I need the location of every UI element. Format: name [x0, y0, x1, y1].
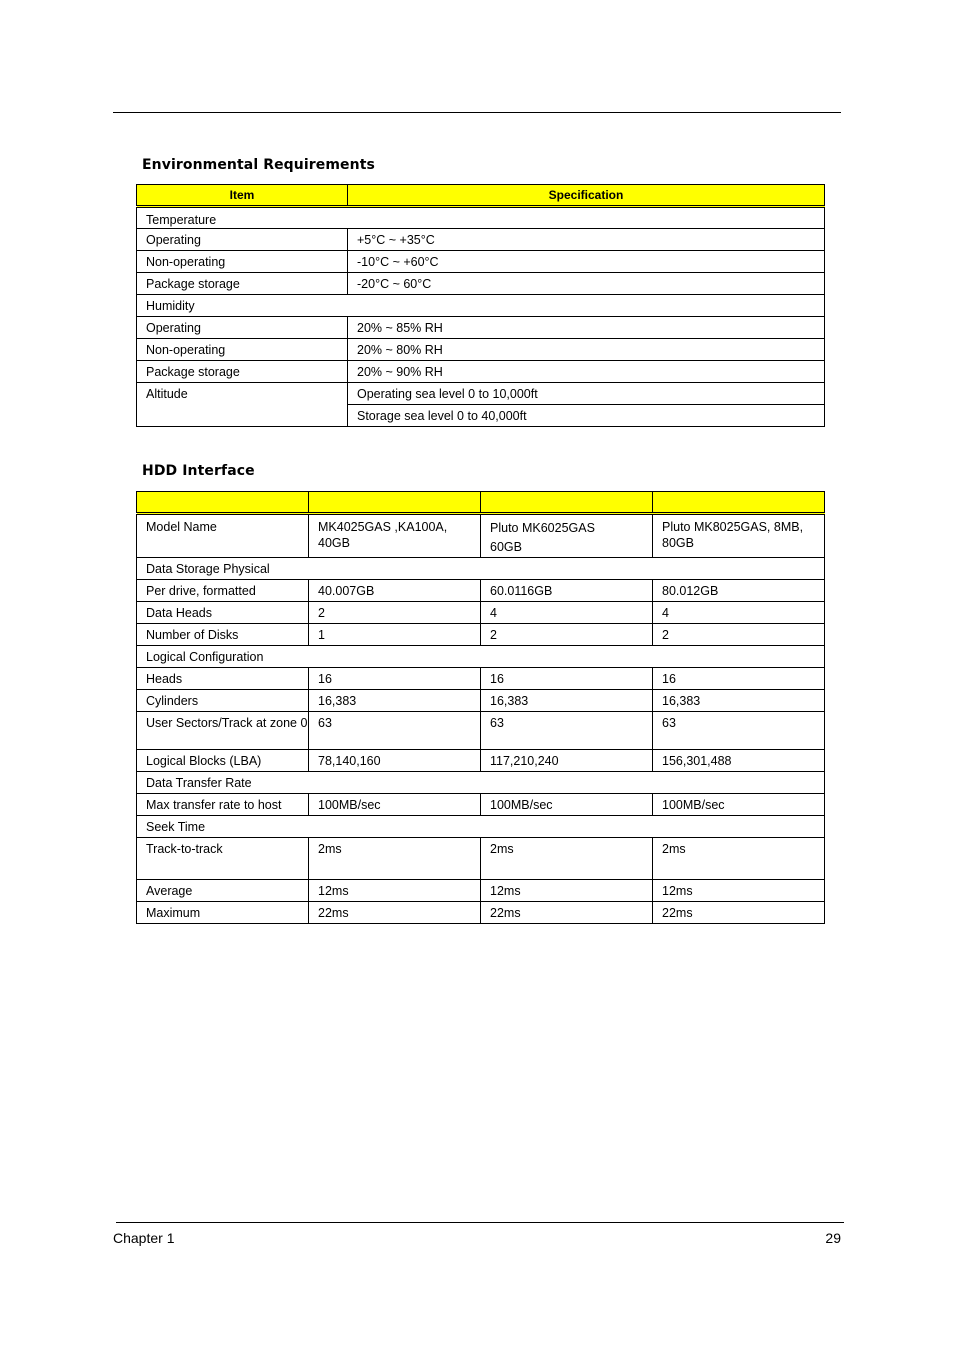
table-row [137, 207, 825, 229]
table-cell: 40.007GB [309, 580, 481, 602]
table-cell: 100MB/sec [481, 794, 653, 816]
table-row [137, 668, 825, 690]
header-rule [113, 112, 841, 113]
hdd-header-cell [653, 492, 825, 514]
env-header-spec: Specification [348, 185, 825, 207]
table-cell: 1 [309, 624, 481, 646]
table-cell: 100MB/sec [653, 794, 825, 816]
table-cell: 12ms [653, 880, 825, 902]
group-label: Logical Configuration [137, 646, 825, 668]
hdd-section-title: HDD Interface [142, 463, 255, 479]
table-row [137, 902, 825, 924]
table-row [137, 251, 825, 273]
table-cell: Operating [137, 229, 348, 251]
table-cell: 2 [309, 602, 481, 624]
hdd-header-cell [309, 492, 481, 514]
table-row [137, 339, 825, 361]
table-cell: -20°C ~ 60°C [348, 273, 825, 295]
table-row [137, 383, 825, 405]
table-cell: 80.012GB [653, 580, 825, 602]
table-cell: 22ms [481, 902, 653, 924]
table-cell: 16,383 [653, 690, 825, 712]
table-cell: 156,301,488 [653, 750, 825, 772]
table-cell: 78,140,160 [309, 750, 481, 772]
table-cell: 2 [653, 624, 825, 646]
table-row [137, 580, 825, 602]
hdd-header-cell [481, 492, 653, 514]
group-label: Temperature [137, 207, 825, 229]
model-row [137, 514, 825, 558]
table-cell: Number of Disks [137, 624, 309, 646]
table-cell: Model Name [137, 514, 309, 558]
env-table [136, 184, 825, 427]
table-cell: Track-to-track [137, 838, 309, 880]
table-cell: User Sectors/Track at zone 0 [137, 712, 309, 750]
table-cell: +5°C ~ +35°C [348, 229, 825, 251]
table-cell: 100MB/sec [309, 794, 481, 816]
table-cell: 63 [653, 712, 825, 750]
table-row [137, 602, 825, 624]
table-cell: 16 [653, 668, 825, 690]
table-row [137, 273, 825, 295]
table-cell: Operating [137, 317, 348, 339]
table-cell: Package storage [137, 273, 348, 295]
table-cell: Maximum [137, 902, 309, 924]
table-cell: 60.0116GB [481, 580, 653, 602]
table-cell: 4 [481, 602, 653, 624]
table-cell: Operating sea level 0 to 10,000ft [348, 383, 825, 405]
table-row [137, 816, 825, 838]
table-cell: 2 [481, 624, 653, 646]
table-cell: Average [137, 880, 309, 902]
hdd-table [136, 491, 825, 924]
group-label: Data Storage Physical [137, 558, 825, 580]
table-cell: MK4025GAS ,KA100A, 40GB [309, 514, 481, 558]
table-row [137, 880, 825, 902]
table-cell: Logical Blocks (LBA) [137, 750, 309, 772]
hdd-header-row [137, 492, 825, 514]
table-row [137, 624, 825, 646]
table-row [137, 750, 825, 772]
table-row [137, 317, 825, 339]
table-cell: 2ms [653, 838, 825, 880]
group-label: Data Transfer Rate [137, 772, 825, 794]
table-cell: Non-operating [137, 251, 348, 273]
table-cell: Data Heads [137, 602, 309, 624]
table-cell: Non-operating [137, 339, 348, 361]
table-row [137, 712, 825, 750]
table-cell: Cylinders [137, 690, 309, 712]
table-cell: 16,383 [309, 690, 481, 712]
footer-rule [116, 1222, 844, 1223]
table-cell: 2ms [309, 838, 481, 880]
table-cell: 12ms [481, 880, 653, 902]
table-row [137, 690, 825, 712]
table-cell: -10°C ~ +60°C [348, 251, 825, 273]
table-row [137, 361, 825, 383]
table-row [137, 295, 825, 317]
table-cell: Max transfer rate to host [137, 794, 309, 816]
env-header-row [137, 185, 825, 207]
table-cell: 117,210,240 [481, 750, 653, 772]
table-cell: 16,383 [481, 690, 653, 712]
table-row [137, 229, 825, 251]
table-cell: Heads [137, 668, 309, 690]
table-row [137, 646, 825, 668]
table-row [137, 772, 825, 794]
table-cell: Package storage [137, 361, 348, 383]
page-number: 29 [825, 1230, 841, 1246]
group-label: Seek Time [137, 816, 825, 838]
table-cell: 16 [481, 668, 653, 690]
table-cell: Storage sea level 0 to 40,000ft [348, 405, 825, 427]
table-row [137, 558, 825, 580]
altitude-label: Altitude [137, 383, 348, 427]
table-cell: 63 [481, 712, 653, 750]
footer-chapter: Chapter 1 [113, 1230, 175, 1246]
table-cell: Pluto MK8025GAS, 8MB, 80GB [653, 514, 825, 558]
table-cell: 63 [309, 712, 481, 750]
table-cell: 12ms [309, 880, 481, 902]
table-cell: 16 [309, 668, 481, 690]
hdd-header-cell [137, 492, 309, 514]
table-cell: 20% ~ 85% RH [348, 317, 825, 339]
table-cell: 22ms [309, 902, 481, 924]
table-cell: 22ms [653, 902, 825, 924]
table-cell: 2ms [481, 838, 653, 880]
group-label: Humidity [137, 295, 825, 317]
env-section-title: Environmental Requirements [142, 157, 375, 173]
table-cell: 20% ~ 90% RH [348, 361, 825, 383]
table-row [137, 794, 825, 816]
table-cell: 20% ~ 80% RH [348, 339, 825, 361]
table-cell: Per drive, formatted [137, 580, 309, 602]
env-header-item: Item [137, 185, 348, 207]
table-row [137, 838, 825, 880]
table-cell: 4 [653, 602, 825, 624]
table-cell: Pluto MK6025GAS 60GB [481, 514, 653, 558]
